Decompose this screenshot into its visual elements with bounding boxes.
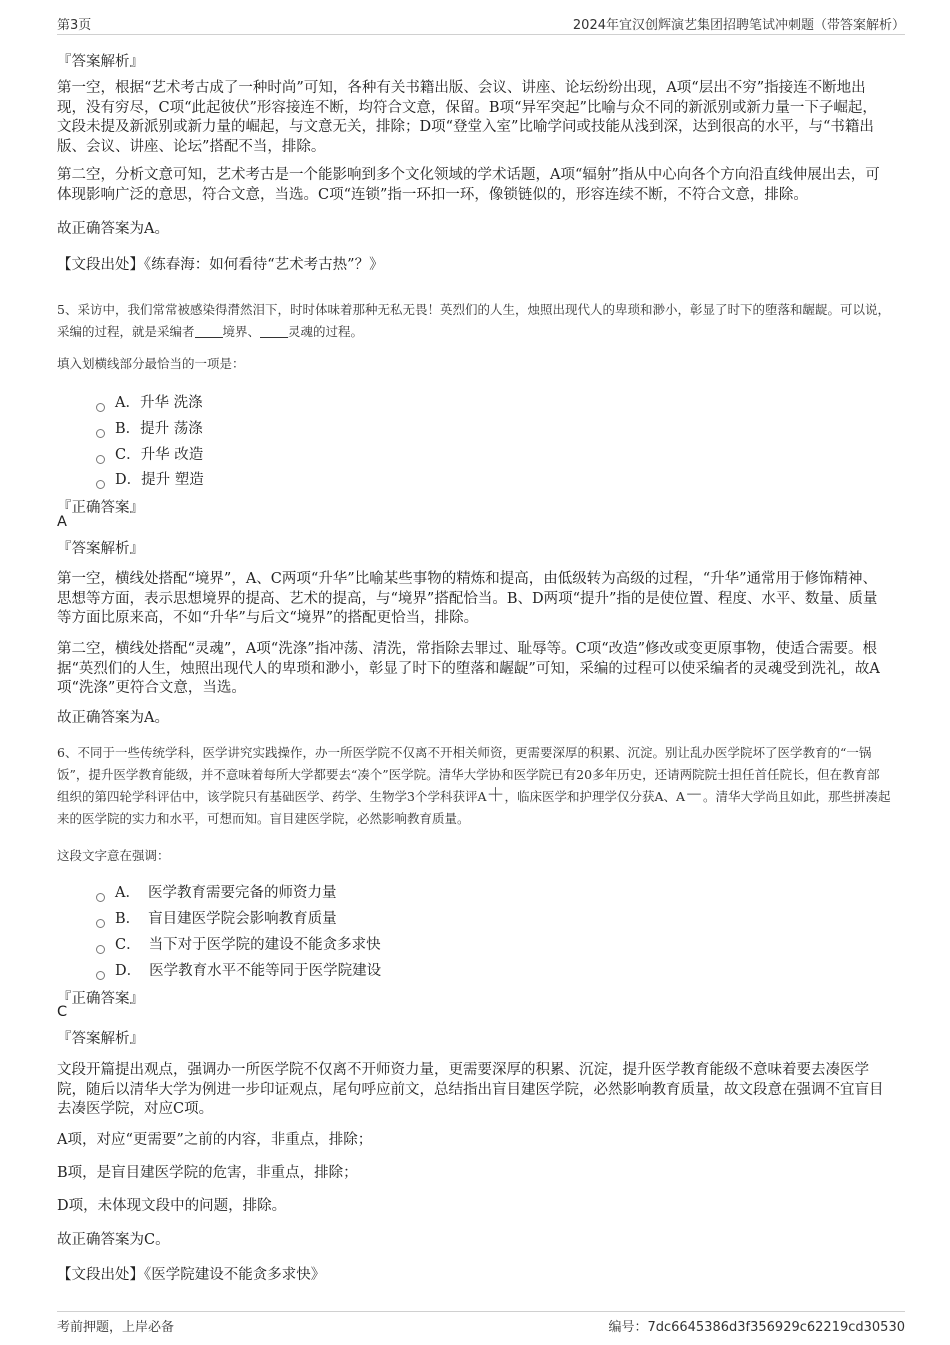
option-c[interactable] xyxy=(96,933,381,954)
correct-answer: C xyxy=(57,1004,68,1020)
question-stem xyxy=(57,299,892,342)
page-header xyxy=(57,14,905,35)
analysis-item: A项，对应“更需要”之前的内容，非重点，排除； xyxy=(57,1132,373,1148)
option-text: 医学教育水平不能等同于医学院建设 xyxy=(149,963,382,979)
option-text: 医学教育需要完备的师资力量 xyxy=(147,885,337,901)
grade-minus-symbol: － xyxy=(685,785,704,806)
analysis-item: B项，是盲目建医学院的危害，非重点，排除； xyxy=(57,1165,358,1181)
radio-icon[interactable] xyxy=(96,971,105,980)
analysis-paragraph: 文段开篇提出观点，强调办一所医学院不仅离不开师资力量，更需要深厚的积累、沉淀，提升医学教育能级不意味着要去凑医学院，随后以清华大学为例进一步印证观点，尾句呼应前文，总结指出盲目建医学院，必然影响教育质量，故文段意在强调不宜盲目去凑医学院，对应C项。 xyxy=(57,1062,884,1117)
option-text: 提升 荡涤 xyxy=(140,421,203,437)
page-number: 第3页 xyxy=(57,18,92,33)
question-stem-text: 。清华大学尚且如此，那些拼凑起来的医学院的实力和水平，可想而知。盲目建医学院，必然影响教育质量。 xyxy=(57,789,891,826)
analysis-paragraph: 第一空，横线处搭配“境界”，A、C两项“升华”比喻某些事物的精炼和提高，由低级转为高级的过程，“升华”通常用于修饰精神、思想等方面，表示思想境界的提高、艺术的提高，与“境界”搭配恰当。B、D两项“提升”指的是使位置、程度、水平、数量、质量等方面比原来高，不如“升华”与后文“境界”的搭配更恰当，排除。 xyxy=(57,571,878,626)
option-d[interactable] xyxy=(96,468,204,489)
option-a[interactable] xyxy=(96,391,203,412)
option-letter: D． xyxy=(115,472,142,488)
option-letter: A． xyxy=(115,885,140,901)
option-a[interactable] xyxy=(96,881,336,902)
correct-answer-label: 『正确答案』 xyxy=(57,991,144,1007)
analysis-conclusion: 故正确答案为A。 xyxy=(57,710,169,726)
analysis-label: 『答案解析』 xyxy=(57,54,144,70)
radio-icon[interactable] xyxy=(96,429,105,438)
question-stem-text: ，临床医学和护理学仅分获A、A xyxy=(504,789,686,804)
option-d[interactable] xyxy=(96,959,381,980)
fill-blank xyxy=(195,325,223,338)
analysis-paragraph: 第二空，横线处搭配“灵魂”，A项“洗涤”指冲荡、清洗，常指除去罪过、耻辱等。C项“改造”修改或变更原事物，使适合需要。根据“英烈们的人生，烛照出现代人的卑琐和渺小，彰显了时下的堕落和龌龊”可知，采编的过程可以使采编者的灵魂受到洗礼，故A项“洗涤”更符合文意，当选。 xyxy=(57,641,880,696)
analysis-conclusion: 故正确答案为C。 xyxy=(57,1232,170,1248)
option-b[interactable] xyxy=(96,417,203,438)
analysis-item: D项，未体现文段中的问题，排除。 xyxy=(57,1198,287,1214)
footer-slogan: 考前押题，上岸必备 xyxy=(57,1320,175,1335)
option-letter: C． xyxy=(115,937,141,953)
option-letter: B． xyxy=(115,421,141,437)
fill-blank xyxy=(260,325,288,338)
question-stem-text: 境界、 xyxy=(222,323,261,339)
page-footer xyxy=(57,1311,905,1338)
option-letter: C． xyxy=(115,447,141,463)
question-stem-text: 6、不同于一些传统学科，医学讲究实践操作，办一所医学院不仅离不开相关师资，更需要深厚的积累、沉淀。别让乱办医学院坏了医学教育的“一锅饭”，提升医学教育能级，并不意味着每所大学都要去“凑个”医学院。清华大学协和医学院已有20多年历史，还请两院院士担任首任院长，但在教育部组织的第四轮学科评估中，该学院只有基础医学、药学、生物学3个学科获评A xyxy=(57,745,880,804)
document-title: 2024年宜汉创辉演艺集团招聘笔试冲刺题（带答案解析） xyxy=(572,18,905,33)
option-letter: A． xyxy=(115,395,140,411)
option-text: 提升 塑造 xyxy=(141,472,204,488)
correct-answer: A xyxy=(57,514,67,530)
radio-icon[interactable] xyxy=(96,455,105,464)
option-letter: B． xyxy=(115,911,141,927)
question-stem-text: 5、采访中，我们常常被感染得潸然泪下，时时体味着那种无私无畏！英烈们的人生，烛照出现代人的卑琐和渺小，彰显了时下的堕落和龌龊。可以说，采编的过程，就是采编者 xyxy=(57,302,890,339)
radio-icon[interactable] xyxy=(96,480,105,489)
analysis-label: 『答案解析』 xyxy=(57,541,144,557)
text-source: 【文段出处】《练春海：如何看待“艺术考古热”？》 xyxy=(57,257,384,273)
option-text: 当下对于医学院的建设不能贪多求快 xyxy=(148,937,381,953)
radio-icon[interactable] xyxy=(96,893,105,902)
question-stem xyxy=(57,742,892,829)
radio-icon[interactable] xyxy=(96,919,105,928)
option-c[interactable] xyxy=(96,443,203,464)
analysis-paragraph: 第二空，分析文意可知，艺术考古是一个能影响到多个文化领域的学术话题，A项“辐射”指从中心向各个方向沿直线伸展出去，可体现影响广泛的意思，符合文意，当选。C项“连锁”指一环扣一环，像锁链似的，形容连续不断，不符合文意，排除。 xyxy=(57,167,880,203)
document-code: 编号：7dc6645386d3f356929c62219cd30530 xyxy=(608,1320,905,1335)
option-text: 盲目建医学院会影响教育质量 xyxy=(148,911,337,927)
analysis-conclusion: 故正确答案为A。 xyxy=(57,221,169,237)
radio-icon[interactable] xyxy=(96,403,105,412)
text-source: 【文段出处】《医学院建设不能贪多求快》 xyxy=(57,1267,326,1283)
question-prompt: 填入划横线部分最恰当的一项是： xyxy=(57,356,245,371)
option-letter: D． xyxy=(115,963,142,979)
analysis-label: 『答案解析』 xyxy=(57,1031,144,1047)
radio-icon[interactable] xyxy=(96,945,105,954)
grade-plus-symbol: ＋ xyxy=(486,785,505,806)
question-stem-text: 灵魂的过程。 xyxy=(288,323,364,339)
correct-answer-label: 『正确答案』 xyxy=(57,500,144,516)
option-b[interactable] xyxy=(96,907,337,928)
question-prompt: 这段文字意在强调： xyxy=(57,848,170,863)
option-text: 升华 洗涤 xyxy=(139,395,203,411)
analysis-paragraph: 第一空，根据“艺术考古成了一种时尚”可知，各种有关书籍出版、会议、讲座、论坛纷纷出现，A项“层出不穷”指接连不断地出现，没有穷尽，C项“此起彼伏”形容接连不断，均符合文意，保留。B项“异军突起”比喻与众不同的新派别或新力量一下子崛起，文段未提及新派别或新力量的崛起，与文意无关，排除；D项“登堂入室”比喻学问或技能从浅到深，达到很高的水平，与“书籍出版、会议、讲座、论坛”搭配不当，排除。 xyxy=(57,80,877,155)
option-text: 升华 改造 xyxy=(140,447,204,463)
